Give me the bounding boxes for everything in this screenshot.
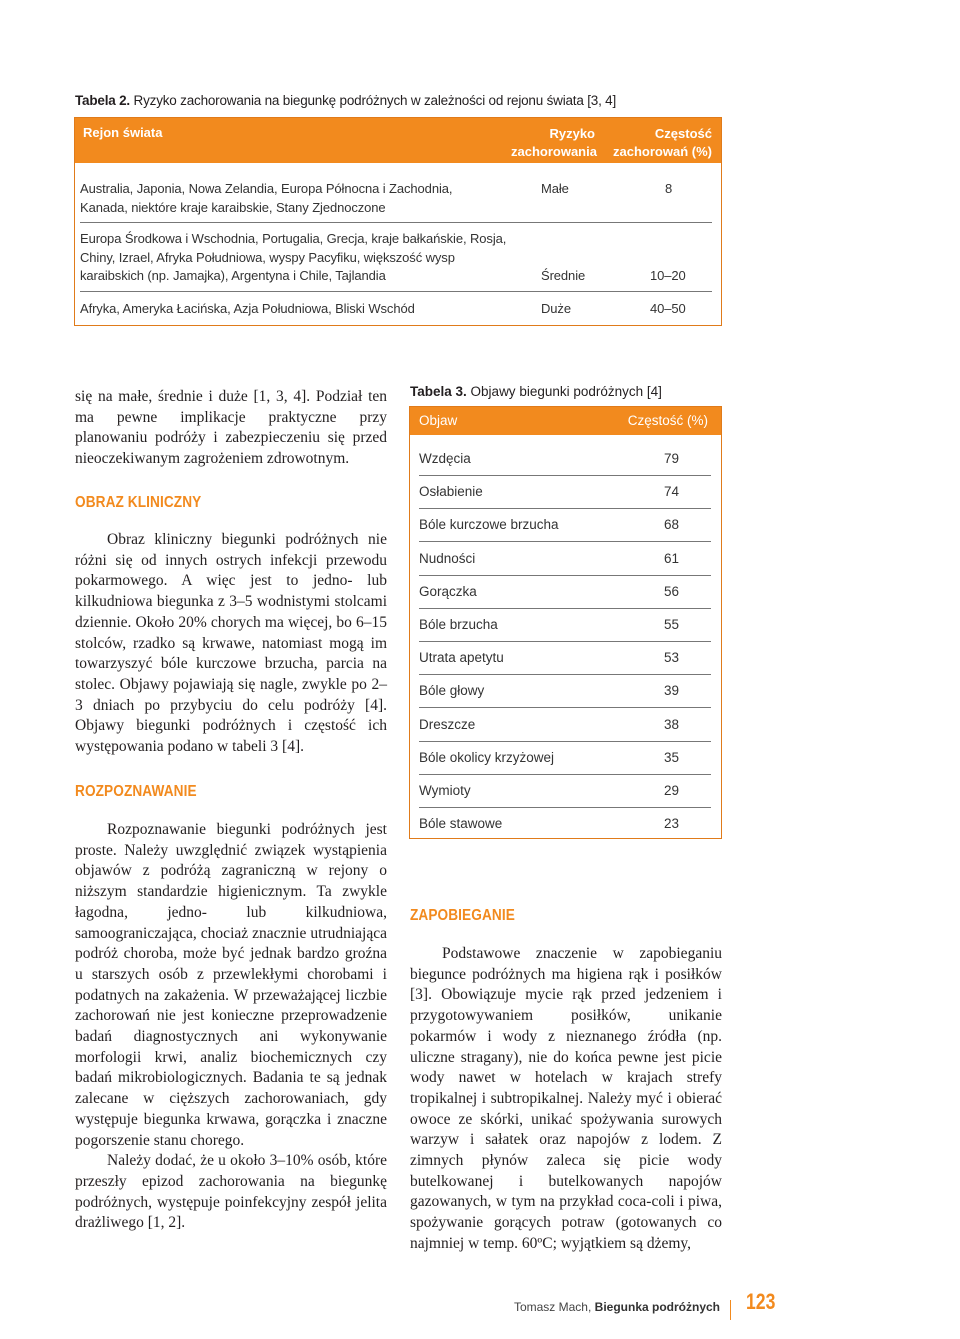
table3-symptom-cell: Bóle okolicy krzyżowej: [419, 749, 555, 765]
table3-divider: [419, 508, 711, 509]
table3-symptom-cell: Gorączka: [419, 583, 477, 599]
table3-percent-cell: 53: [663, 650, 679, 666]
table3-percent-cell: 61: [663, 550, 679, 566]
table3-symptom-cell: Wymioty: [419, 783, 471, 798]
table3-row: [419, 517, 679, 550]
diagnosis-paragraphs: [75, 820, 387, 1234]
table2-risk-cell: Małe: [541, 181, 569, 196]
table3-percent-cell: 68: [663, 517, 679, 533]
region-line: karaibskich (np. Jamajka), Argentyna i Chile, Tajlandia: [80, 268, 386, 283]
table2-header-frequency: [613, 125, 712, 161]
clinical-paragraph: [75, 530, 387, 758]
region-line: Australia, Japonia, Nowa Zelandia, Europa Północna i Zachodnia,: [80, 181, 453, 196]
table2-divider: [80, 222, 712, 223]
table3-divider: [419, 575, 711, 576]
table3-percent-cell: 29: [663, 783, 679, 798]
diagnosis-text-2: Należy dodać, że u około 3–10% osób, które przeszły epizod zachorowania na biegunkę podróżnych, występuje poinfekcyjny zespół jelita drażliwego [1, 2].: [75, 1152, 387, 1232]
table3-row: [419, 584, 679, 617]
footer-author: Tomasz Mach,: [513, 1300, 592, 1314]
table3-divider: [419, 674, 711, 675]
table3-symptom-cell: Nudności: [419, 550, 476, 566]
table3-divider: [419, 807, 711, 808]
table3-percent-cell: 55: [663, 617, 679, 632]
table3-header-percent: Częstość (%): [627, 413, 708, 428]
table3-divider: [419, 608, 711, 609]
intro-text: się na małe, średnie i duże [1, 3, 4]. Podział ten ma pewne implikacje praktyczne przy planowaniu podróży i zabezpieczeniu się przed nieoczekiwanym zagrożeniem zdrowotnym.: [75, 388, 387, 468]
table2-risk-cell: Średnie: [541, 268, 586, 283]
footer-divider: [730, 1300, 731, 1320]
table3-row: [419, 650, 679, 683]
table3-symptom-cell: Wzdęcia: [419, 451, 471, 466]
table2-freq-cell: 8: [665, 181, 673, 196]
table3-percent-cell: 79: [663, 451, 679, 466]
table2-caption: [75, 93, 616, 108]
table3-row: [419, 783, 679, 816]
table3-divider: [419, 774, 711, 775]
table3-percent-cell: 56: [663, 583, 679, 599]
table3-header: [410, 407, 721, 435]
prevention-paragraph: [410, 944, 722, 1255]
table2-region-cell: [80, 180, 520, 217]
table2-header-freq-line2: zachorowań (%): [613, 144, 712, 159]
table3-caption-text: Objawy biegunki podróżnych [4]: [470, 384, 662, 399]
table3-symptom-cell: Bóle stawowe: [419, 816, 503, 832]
table3-symptom-cell: Utrata apetytu: [419, 650, 504, 666]
table3-row: [419, 451, 679, 484]
table3-percent-cell: 39: [663, 683, 679, 699]
region-line: Afryka, Ameryka Łacińska, Azja Południowa, Bliski Wschód: [80, 301, 415, 316]
table3-symptom-cell: Osłabienie: [419, 484, 483, 500]
table3-symptom-cell: Bóle głowy: [419, 683, 485, 699]
region-line: Europa Środkowa i Wschodnia, Portugalia, Grecja, kraje bałkańskie, Rosja,: [80, 231, 507, 246]
table3-row: [419, 617, 679, 650]
page-number: 123: [746, 1289, 776, 1314]
table2-caption-label: Tabela 2.: [75, 93, 130, 108]
table3-row: [419, 551, 679, 584]
table2-header: [75, 118, 721, 163]
intro-paragraph: [75, 387, 387, 470]
table3-row: [419, 683, 679, 716]
table2-risk-cell: Duże: [541, 301, 571, 316]
table3-symptom-cell: Dreszcze: [419, 716, 476, 732]
clinical-text: Obraz kliniczny biegunki podróżnych nie różni się od innych ostrych infekcji przewodu pokarmowego. A więc jest to jedno- lub kilkudniowa biegunka z 3–5 wodnistymi stolcami dziennie. Około 20% chorych ma więcej, bo 6–15 stolców, rzadko są krwawe, natomiast mogą im towarzyszyć bóle kurczowe brzucha, parcia na stolec. Objawy pojawiają się nagle, zwykle po 2–3 dniach po przybyciu do celu podróży [4]. Objawy biegunki podróżnych i częstość ich występowania podano w tabeli 3 [4].: [75, 531, 387, 756]
table2-region-cell: [80, 230, 520, 286]
section-heading-prevention: ZAPOBIEGANIE: [410, 907, 515, 924]
table3-row: [419, 750, 679, 783]
table2-header-risk: [511, 125, 595, 161]
table3-divider: [419, 707, 711, 708]
table3-divider: [419, 641, 711, 642]
region-line: Kanada, niektóre kraje karaibskie, Stany Zjednoczone: [80, 199, 386, 215]
table3-caption-label: Tabela 3.: [410, 384, 467, 399]
table2-divider: [80, 291, 712, 292]
table3-percent-cell: 74: [663, 484, 679, 500]
table2-freq-cell: 40–50: [650, 301, 686, 316]
table2-region-cell: [80, 300, 520, 319]
table3-symptom-cell: Bóle kurczowe brzucha: [419, 517, 559, 533]
footer-title: Biegunka podróżnych: [594, 1300, 720, 1314]
diagnosis-text-1: Rozpoznawanie biegunki podróżnych jest proste. Należy uwzględnić związek wystąpienia objawów z podróżą zagraniczną w rejony o niższym standardzie higienicznym. Ta zwykle łagodna, jedno- lub kilkudniowa, samoograniczająca, chociaż znacznie utrudniająca podróż choroba, może być jednak bardzo groźna u starszych osób z przewlekłymi chorobami i podatnych na zakażenia. W przeważającej liczbie zachorowań nie jest konieczne przeprowadzenie badań diagnostycznych ani wykonywanie morfologii krwi, analiz biochemicznych czy badań mikrobiologicznych. Badania te są jednak zalecane w cięższych zachorowaniach, gdy występuje biegunka krwawa, gorączka i znaczne pogorszenie stanu chorego.: [75, 821, 387, 1149]
table2-header-region: Rejon świata: [83, 125, 163, 140]
region-line: Chiny, Izrael, Afryka Południowa, wyspy Pacyfiku, większość wysp: [80, 249, 455, 265]
table3-row: [419, 816, 679, 849]
table3-percent-cell: 38: [663, 716, 679, 732]
table3-symptom-cell: Bóle brzucha: [419, 617, 498, 632]
table3-divider: [419, 475, 711, 476]
table3-divider: [419, 541, 711, 542]
running-footer: [480, 1300, 720, 1314]
table3-header-symptom: Objaw: [419, 413, 458, 428]
prevention-text: Podstawowe znaczenie w zapobieganiu biegunce podróżnych ma higiena rąk i posiłków [3]. Obowiązuje mycie rąk przed jedzeniem i przygotowywaniem posiłków, unikanie pokarmów i wody z nieznanego źródła (np. uliczne stragany), nie do końca pewne jest picie wody nawet w hotelach w krajach strefy tropikalnej i subtropikalnej. Należy myć i obierać owoce ze skórki, unikać spożywania surowych warzyw i sałatek oraz napojów z lodem. Z zimnych płynów zaleca się picie wody butelkowanej i butelkowanych napojów gazowanych, w tym na przykład coca-coli i piwa, spożywanie gorących potraw (gotowanych co najmniej w temp. 60ºC; wyjątkiem są dżemy,: [410, 945, 722, 1252]
table3-divider: [419, 741, 711, 742]
table3-percent-cell: 23: [663, 816, 679, 832]
table3-percent-cell: 35: [663, 749, 679, 765]
table2-freq-cell: 10–20: [650, 268, 686, 283]
table3-caption: [410, 384, 662, 399]
section-heading-diagnosis: ROZPOZNAWANIE: [75, 783, 197, 800]
table2-caption-text: Ryzyko zachorowania na biegunkę podróżnych w zależności od rejonu świata [3, 4]: [133, 93, 617, 108]
section-heading-clinical: OBRAZ KLINICZNY: [75, 494, 202, 511]
table3-row: [419, 717, 679, 750]
table2-header-risk-line2: zachorowania: [511, 144, 597, 159]
table2-header-freq-line1: Częstość: [654, 126, 712, 141]
table2-header-risk-line1: Ryzyko: [549, 126, 595, 141]
table3-row: [419, 484, 679, 517]
